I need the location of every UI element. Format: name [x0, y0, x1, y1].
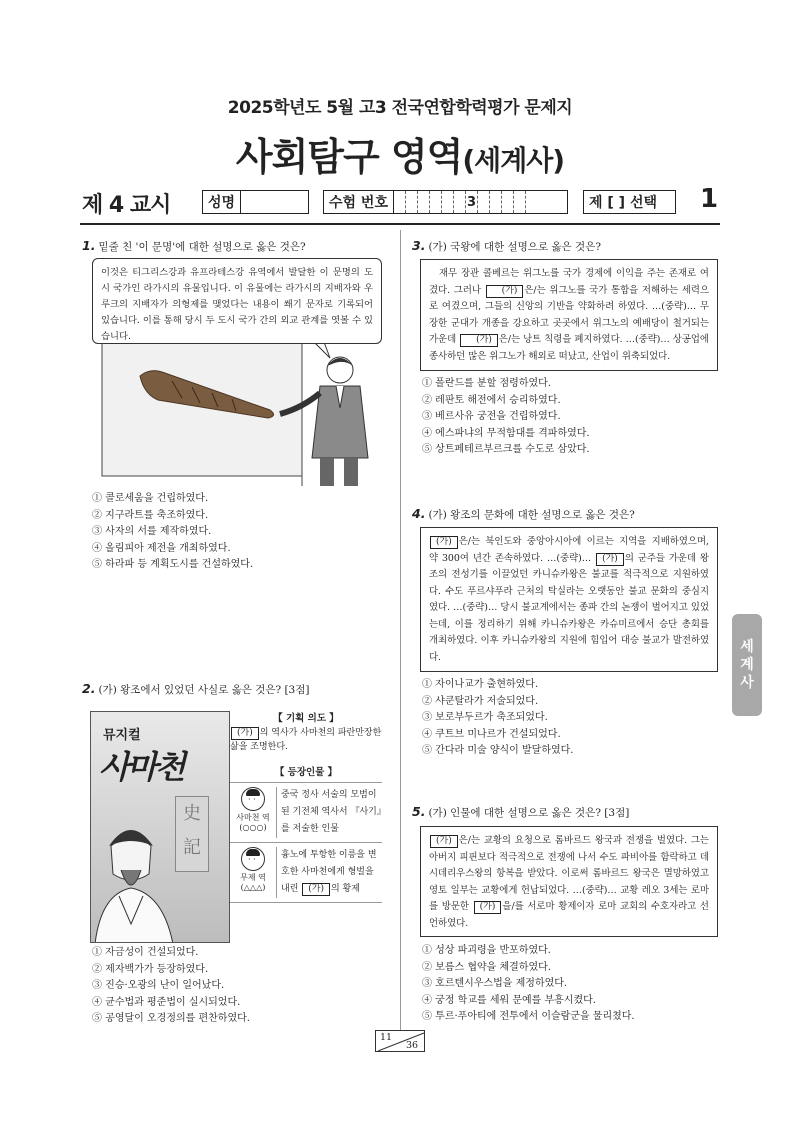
exam-number-digit[interactable] [478, 191, 490, 213]
q4-options [422, 677, 573, 760]
side-tab-char: 세 [740, 639, 754, 655]
cast-role: 사마천 역 [236, 813, 270, 822]
q3-passage-2: 은/는 위그노를 국가 통합을 저해하는 세력으로 여겼으며, 그들의 신앙의 기반을 약화하려 하였다. …(중략)… 무장한 군대가 개종을 강요하고 곳곳에서 위그노의 예배당이 철거되는 가운데 [429, 284, 709, 345]
q4-option-1[interactable]: ① 자이나교가 출현하였다. [422, 679, 539, 690]
exam-number-digit[interactable] [514, 191, 526, 213]
q4-passage-1: 은/는 북인도와 중앙아시아에 이르는 지역을 지배하였으며, 약 300여 년간 존속하였다. …(중략)… [429, 536, 709, 564]
q2-option-2[interactable]: ② 제자백가가 등장하였다. [92, 963, 209, 975]
q3-number: 3. [412, 238, 426, 253]
exam-number-digit[interactable] [430, 191, 442, 213]
exam-number-digit[interactable]: 3 [466, 191, 478, 213]
q3-options [422, 376, 590, 459]
ga-box: (가) [430, 835, 458, 848]
poster-big-title: 사마천 [99, 748, 183, 786]
q2-options [92, 945, 250, 1028]
q1-stem [82, 238, 392, 254]
exam-number-digit[interactable] [406, 191, 418, 213]
q5-option-2[interactable]: ② 보름스 협약을 체결하였다. [422, 961, 551, 973]
q4-option-3[interactable]: ③ 보로부두르가 축조되었다. [422, 712, 548, 723]
q4-passage [420, 527, 718, 672]
wudi-face-icon [241, 847, 265, 871]
cast-desc-pre: 흉노에 투항한 이릉을 변호한 사마천에게 형벌을 내린 [281, 850, 377, 894]
side-tab-char: 계 [740, 657, 754, 673]
poster-small-title: 뮤지컬 [103, 728, 141, 743]
q2-stem [82, 681, 392, 697]
q1-option-1[interactable]: ① 콜로세움을 건립하였다. [92, 493, 209, 504]
q3-option-4[interactable]: ④ 에스파냐의 무적함대를 격파하였다. [422, 427, 590, 439]
exam-title: 2025학년도 5월 고3 전국연합학력평가 문제지 [227, 98, 573, 118]
plan-text-body: 의 역사가 사마천의 파란만장한 삶을 조명한다. [230, 728, 382, 752]
cast-row-wudi [230, 842, 382, 903]
q1-option-4[interactable]: ④ 올림피아 제전을 개최하였다. [92, 542, 231, 554]
exam-number-digits [394, 191, 526, 213]
sima-qian-portrait [91, 804, 230, 943]
plan-panel [230, 710, 382, 910]
q1-option-5[interactable]: ⑤ 하라파 등 계획도시를 건설하였다. [92, 559, 254, 570]
q1-stem-text: 밑줄 친 '이 문명'에 대한 설명으로 옳은 것은? [98, 241, 306, 253]
q3-passage-3: 은/는 낭트 칙령을 폐지하였다. …(중략)… 상공업에 종사하던 많은 위그노가 해외로 떠났고, 산업이 위축되었다. [429, 334, 709, 362]
q5-options [422, 943, 635, 1026]
q4-number: 4. [412, 506, 426, 521]
subject-main: 사회탐구 영역 [235, 135, 463, 179]
ga-box: (가) [460, 334, 498, 347]
q5-passage-2: 을/를 서로마 황제이자 로마 교회의 수호자라고 선언하였다. [429, 901, 709, 929]
q1-number: 1. [82, 238, 96, 253]
q2-option-3[interactable]: ③ 진승·오광의 난이 일어났다. [92, 980, 225, 991]
exam-number-digit[interactable] [454, 191, 466, 213]
q4-option-5[interactable]: ⑤ 간다라 미술 양식이 발달하였다. [422, 745, 574, 756]
sima-qian-face-icon [241, 787, 265, 811]
q3-option-5[interactable]: ⑤ 상트페테르부르크를 수도로 삼았다. [422, 444, 590, 455]
q2-option-1[interactable]: ① 자금성이 건설되었다. [92, 947, 199, 958]
page-counter-total: 36 [406, 1040, 419, 1051]
q5-option-3[interactable]: ③ 호르텐시우스법을 제정하였다. [422, 978, 568, 989]
q3-option-1[interactable]: ① 폴란드를 분할 점령하였다. [422, 378, 551, 389]
q1-options [92, 491, 253, 574]
ga-box: (가) [231, 727, 259, 740]
q5-option-1[interactable]: ① 성상 파괴령을 반포하였다. [422, 945, 551, 956]
subject-side-tab [732, 614, 762, 716]
header-divider [80, 223, 720, 225]
q1-speech-bubble: 이것은 티그리스강과 유프라테스강 유역에서 발달한 이 문명의 도시 국가인 라가시의 유물입니다. 이 유물에는 라가시의 지배자와 우루크의 지배자가 의형제를 맺었다는 내용이 쐐기 문자로 기록되어 있습니다. 이를 통해 당시 두 도시 국가 간의 외교 관계를 엿볼 수 있습니다. [92, 258, 382, 344]
q4-passage-2: 의 군주들 가운데 왕조의 전성기를 이끌었던 카니슈카왕은 불교를 적극적으로 지원하였다. 수도 푸르샤푸라 근처의 탁실라는 오랫동안 불교 문화의 중심지였다. …(중략)… 당시 불교계에서는 종파 간의 논쟁이 벌어지고 있었는데, 이를 정리하기 위해 카니슈카왕은 카슈미르에서 승단 총회를 개최하였다. 이후 카니슈카왕의 지원에 힘입어 대승 불교가 발전하였다. [429, 552, 709, 663]
q3-passage-1: 재무 장관 콜베르는 위그노를 국가 경제에 이익을 주는 존재로 여겼다. 그러나 [429, 268, 709, 296]
name-field[interactable] [202, 190, 309, 214]
subject-paren: (세계사) [462, 144, 565, 177]
q3-option-2[interactable]: ② 레판토 해전에서 승리하였다. [422, 394, 561, 406]
plan-text [230, 726, 382, 754]
exam-number-digit[interactable] [502, 191, 514, 213]
side-tab-char: 사 [740, 675, 754, 691]
period-label: 제 4 교시 [82, 193, 171, 218]
q5-number: 5. [412, 804, 426, 819]
cast-actor: (○○○) [239, 823, 267, 832]
q3-stem [412, 238, 722, 254]
q3-option-3[interactable]: ③ 베르사유 궁전을 건립하였다. [422, 411, 561, 422]
exam-number-digit[interactable] [394, 191, 406, 213]
choice-label: 제 [ ] 선택 [589, 195, 657, 211]
cast-actor: (△△△) [240, 883, 266, 892]
q2-number: 2. [82, 681, 96, 696]
cast-desc [276, 847, 382, 898]
cast-role: 무제 역 [240, 873, 266, 882]
ga-box: (가) [596, 553, 624, 566]
q5-option-5[interactable]: ⑤ 투르·푸아티에 전투에서 이슬람군을 물리쳤다. [422, 1011, 635, 1022]
cast-header: 【 등장인물 】 [274, 767, 338, 778]
subject-title [0, 126, 800, 181]
page-counter [375, 1030, 425, 1052]
ga-box: (가) [302, 883, 330, 896]
musical-poster [90, 711, 230, 943]
q3-stem-text: (가) 국왕에 대한 설명으로 옳은 것은? [428, 241, 601, 253]
exam-number-digit[interactable] [418, 191, 430, 213]
q5-stem [412, 804, 722, 820]
ga-box: (가) [474, 901, 502, 914]
cast-row-sima-qian [230, 782, 382, 842]
page-counter-current: 11 [380, 1032, 393, 1043]
q5-stem-text: (가) 인물에 대한 설명으로 옳은 것은? [3점] [428, 807, 630, 819]
q2-option-4[interactable]: ④ 균수법과 평준법이 실시되었다. [92, 996, 241, 1008]
q4-stem-text: (가) 왕조의 문화에 대한 설명으로 옳은 것은? [428, 509, 635, 521]
q2-stem-text: (가) 왕조에서 있었던 사실로 옳은 것은? [3점] [98, 684, 310, 696]
ga-box: (가) [486, 285, 524, 298]
q4-stem [412, 506, 722, 522]
q5-option-4[interactable]: ④ 궁정 학교를 세워 문예를 부흥시켰다. [422, 994, 596, 1006]
exam-number-digit[interactable] [442, 191, 454, 213]
cast-desc: 중국 정사 서술의 모범이 된 기전체 역사서 『사기』를 저술한 인물 [276, 787, 382, 838]
exam-number-field[interactable] [323, 190, 568, 214]
poster-char-2: 記 [183, 837, 201, 858]
exam-number-label: 수험 번호 [324, 191, 394, 213]
ga-box: (가) [430, 536, 458, 549]
poster-char-1: 史 [183, 803, 201, 824]
column-divider [400, 230, 401, 1030]
q1-option-3[interactable]: ③ 사자의 서를 제작하였다. [92, 526, 212, 537]
q5-passage-1: 은/는 교황의 요청으로 롬바르드 왕국과 전쟁을 벌였다. 그는 아버지 피핀보다 적극적으로 전쟁에 나서 수도 파비아를 함락하고 데시데리우스왕의 항복을 받았다. 이로써 롬바르드 왕국은 멸망하였고 영토 일부는 교황에게 헌납되었다. …(중략)… 교황 레오 3세는 로마를 방문한 [429, 835, 709, 912]
page-number: 1 [700, 184, 719, 214]
q1-figure [92, 258, 382, 486]
q1-option-2[interactable]: ② 지구라트를 축조하였다. [92, 509, 209, 521]
plan-header: 【 기획 의도 】 [273, 713, 339, 724]
cast-desc-post: 의 황제 [330, 884, 360, 894]
exam-number-digit[interactable] [490, 191, 502, 213]
q4-option-4[interactable]: ④ 쿠트브 미나르가 건설되었다. [422, 728, 561, 740]
q4-option-2[interactable]: ② 샤쿤탈라가 저술되었다. [422, 695, 539, 707]
q2-option-5[interactable]: ⑤ 공영달이 오경정의를 편찬하였다. [92, 1013, 250, 1024]
choice-field[interactable] [583, 190, 676, 214]
q3-passage [420, 259, 718, 371]
q5-passage [420, 826, 718, 937]
name-label: 성명 [203, 191, 241, 213]
